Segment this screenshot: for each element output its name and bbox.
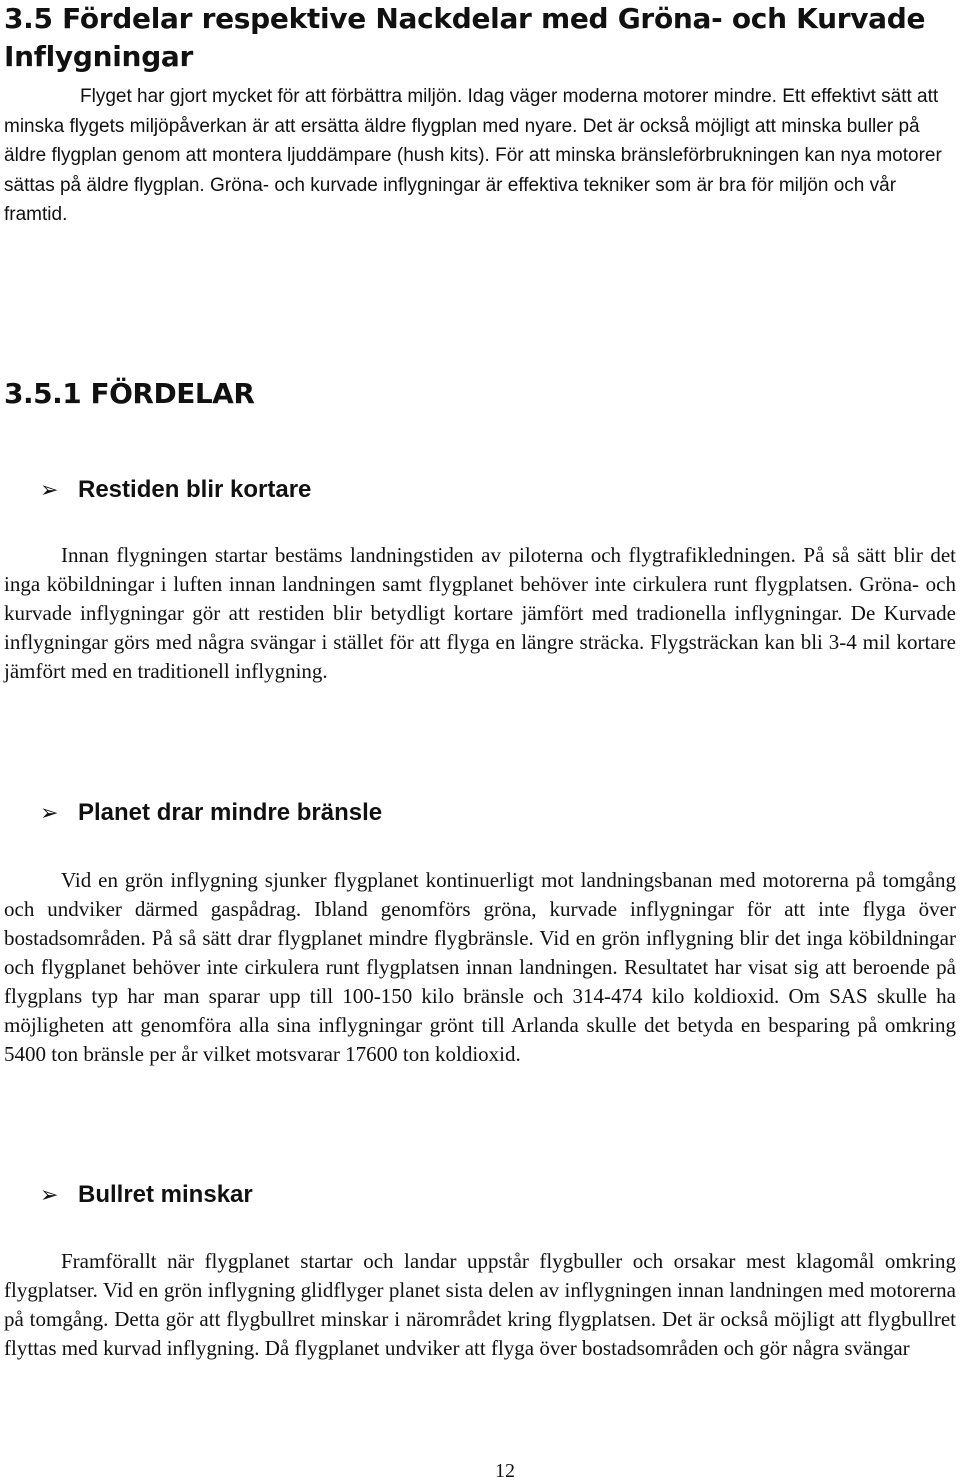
section-text: Innan flygningen startar bestäms landningstiden av piloterna och flygtrafikledningen. På så sätt blir det inga köbildningar i luften innan landningen samt flygplanet behöver inte cirkulera runt flygplatsen. Gröna- och kurvade inflygningar gör att restiden blir betydligt kortare jämfört med tradionella inflygningar. De Kurvade inflygningar görs med några svängar i stället för att flyga en längre sträcka. Flygsträckan kan bli 3-4 mil kortare jämfört med en traditionell inflygning.	[4, 543, 956, 683]
intro-text: Flyget har gjort mycket för att förbättra miljön. Idag väger moderna motorer mindre. Ett effektivt sätt att minska flygets miljöpåverkan är att ersätta äldre flygplan med nyare. Det är också möjligt att minska buller på äldre flygplan genom att montera ljuddämpare (hush kits). För att minska bränsleförbrukningen kan nya motorer sättas på äldre flygplan. Gröna- och kurvade inflygningar är effektiva tekniker som är bra för miljön och vår framtid.	[4, 86, 942, 225]
arrow-bullet-icon: ➢	[40, 477, 59, 502]
arrow-bullet-icon: ➢	[40, 1182, 59, 1207]
section-text: Framförallt när flygplanet startar och landar uppstår flygbuller och orsakar mest klagomål omkring flygplatser. Vid en grön inflygning glidflyger planet sista delen av inflygningen innan landningen med motorerna på tomgång. Detta gör att flygbullret minskar i närområdet kring flygplatsen. Det är också möjligt att flygbullret flyttas med kurvad inflygning. Då flygplanet undviker att flyga över bostadsområden och gör några svängar	[4, 1249, 956, 1360]
section-paragraph-restiden	[4, 541, 956, 686]
bullet-heading-label: Restiden blir kortare	[78, 476, 312, 503]
bullet-heading-label: Bullret minskar	[78, 1181, 253, 1208]
bullet-heading-label: Planet drar mindre bränsle	[78, 799, 383, 826]
section-paragraph-bransle	[4, 866, 956, 1069]
intro-paragraph	[4, 82, 960, 230]
section-paragraph-bullret	[4, 1247, 956, 1363]
bullet-heading-restiden	[40, 474, 311, 506]
section-text: Vid en grön inflygning sjunker flygplanet kontinuerligt mot landningsbanan med motorerna på tomgång och undviker därmed gaspådrag. Ibland genomförs gröna, kurvade inflygningar för att inte flyga över bostadsområden. På så sätt drar flygplanet mindre flygbränsle. Vid en grön inflygning blir det inga köbildningar och flygplanet behöver inte cirkulera runt flygplatsen innan landningen. Resultatet har visat sig att beroende på flygplans typ har man sparar upp till 100-150 kilo bränsle och 314-474 kilo koldioxid. Om SAS skulle ha möjligheten att genomföra alla sina inflygningar grönt till Arlanda skulle det betyda en besparing på omkring 5400 ton bränsle per år vilket motsvarar 17600 ton koldioxid.	[4, 868, 956, 1066]
page-number: 12	[495, 1460, 515, 1482]
subsection-heading: 3.5.1 FÖRDELAR	[4, 377, 255, 410]
bullet-heading-bullret	[40, 1179, 253, 1211]
bullet-heading-bransle	[40, 797, 382, 829]
arrow-bullet-icon: ➢	[40, 800, 59, 825]
section-heading: 3.5 Fördelar respektive Nackdelar med Gröna- och Kurvade Inflygningar	[4, 2, 926, 73]
